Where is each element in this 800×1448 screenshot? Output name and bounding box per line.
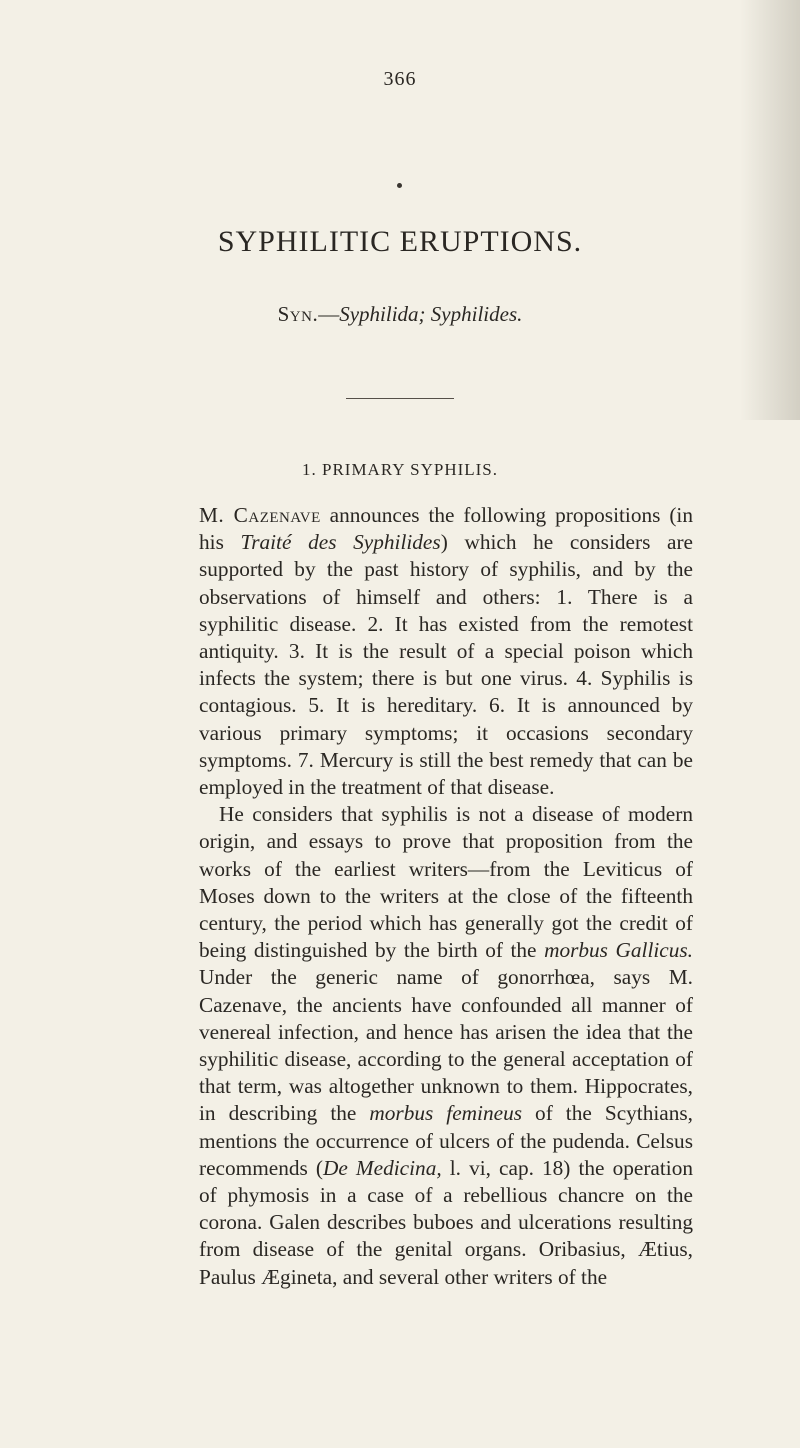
- author-name: M. Cazenave: [199, 503, 321, 527]
- section-heading: 1. PRIMARY SYPHILIS.: [301, 460, 499, 479]
- chapter-title: SYPHILITIC ERUPTIONS.: [217, 225, 583, 258]
- paragraph-1-text-b: ) which he considers are supported by the past history of syphilis, and by the observations of himself and others: 1. There is a syphilitic disease. 2. It has existed from the remotest antiquity. 3. It is the result of a special poison which infects the system; there is but one virus. 4. Syphilis is contagious. 5. It is hereditary. 6. It is announced by various primary symptoms; it occasions secondary symptoms. 7. Mercury is still the best remedy that can be employed in the treatment of that disease.: [199, 530, 694, 800]
- term-de-medicina: De Medicina,: [323, 1155, 442, 1180]
- paragraph-2-text-c: of the Scythians, mentions the occurrence of ulcers of the pudenda. Celsus recommends (: [199, 1101, 693, 1180]
- synonym-separator: ;: [418, 302, 431, 326]
- paragraph-1: [199, 502, 693, 801]
- term-morbus-gallicus: morbus Gallicus.: [544, 938, 694, 963]
- synonyms-dash: —: [318, 302, 340, 326]
- page-edge-shadow: [740, 0, 800, 420]
- page-number: 366: [383, 68, 417, 90]
- paragraph-1-text-a: announces the following propositions (in his: [199, 503, 693, 555]
- cited-work: Traité des Syphilides: [240, 530, 441, 555]
- paragraph-2-text-a: He considers that syphilis is not a disease of modern origin, and essays to prove that proposition from the works of the earliest writers—from the Leviticus of Moses down to the writers at the close of the fifteenth century, the period which has generally got the credit of being distinguished by the birth of the: [199, 802, 693, 963]
- paragraph-2: [199, 801, 693, 1291]
- paragraph-2-text-d: l. vi, cap. 18) the operation of phymosis in a case of a rebellious chancre on the corona. Galen describes buboes and ulcerations resulting from disease of the genital organs. Oribasius, Ætius, Paulus Ægineta, and several other writers of the: [199, 1155, 694, 1289]
- synonyms-line: [0, 302, 800, 327]
- paragraph-2-text-b: Under the generic name of gonorrhœa, says M. Cazenave, the ancients have confounded all manner of venereal infection, and hence has arisen the idea that the syphilitic disease, according to the general acceptation of that term, was altogether unknown to them. Hippocrates, in describing the: [199, 965, 693, 1126]
- horizontal-rule: [346, 398, 454, 399]
- synonyms-label: Syn.: [277, 302, 319, 326]
- synonym-2: Syphilides.: [430, 302, 523, 326]
- ornament-dot: [397, 183, 402, 188]
- synonym-1: Syphilida: [339, 302, 419, 326]
- body-text: [199, 502, 693, 1291]
- term-morbus-femineus: morbus femineus: [369, 1101, 523, 1126]
